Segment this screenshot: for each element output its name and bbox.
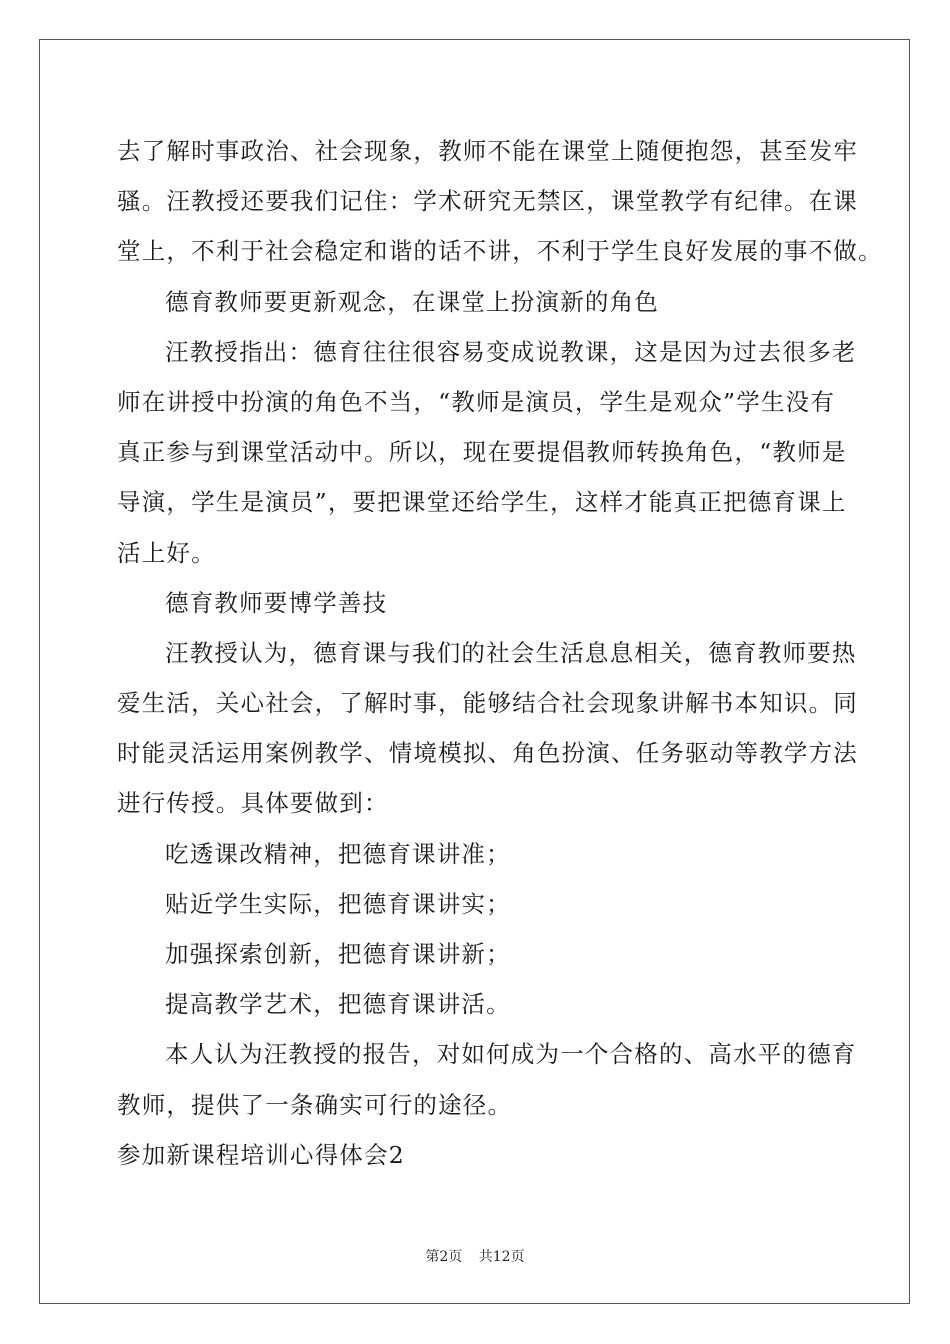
text-line: 德育教师要博学善技 — [165, 588, 388, 617]
text-line: 活上好。 — [117, 538, 216, 567]
document-body — [117, 126, 883, 1180]
text-line: 加强探索创新，把德育课讲新； — [165, 940, 511, 968]
text-line: 堂上，不利于社会稳定和谐的话不讲，不利于学生良好发展的事不做。 — [117, 237, 883, 266]
text-line: 本人认为汪教授的报告，对如何成为一个合格的、高水平的德育 — [165, 1040, 857, 1069]
text-line: 骚。汪教授还要我们记住：学术研究无禁区，课堂教学有纪律。在课 — [117, 187, 858, 216]
page-number: 第2页 — [425, 1249, 463, 1265]
text-line: 参加新课程培训心得体会2 — [117, 1140, 405, 1169]
text-line: 进行传授。具体要做到： — [117, 789, 389, 818]
text-line: 汪教授指出：德育往往很容易变成说教课，这是因为过去很多老 — [165, 337, 857, 366]
text-line: 汪教授认为，德育课与我们的社会生活息息相关，德育教师要热 — [165, 638, 857, 667]
text-line: 导演，学生是演员”，要把课堂还给学生，这样才能真正把德育课上 — [117, 488, 847, 517]
page-total: 共12页 — [478, 1249, 525, 1265]
text-line: 贴近学生实际，把德育课讲实； — [165, 889, 511, 918]
text-line: 吃透课改精神，把德育课讲准； — [165, 839, 511, 868]
text-line: 去了解时事政治、社会现象，教师不能在课堂上随便抱怨，甚至发牢 — [117, 137, 858, 165]
text-line: 提高教学艺术，把德育课讲活。 — [165, 990, 511, 1019]
page-footer — [0, 1246, 950, 1266]
text-line: 爱生活，关心社会，了解时事，能够结合社会现象讲解书本知识。同 — [117, 689, 858, 718]
text-line: 教师，提供了一条确实可行的途径。 — [117, 1090, 513, 1119]
text-line: 时能灵活运用案例教学、情境模拟、角色扮演、任务驱动等教学方法 — [117, 739, 858, 768]
text-line: 师在讲授中扮演的角色不当，“教师是演员，学生是观众”学生没有 — [117, 387, 836, 416]
text-line: 真正参与到课堂活动中。所以，现在要提倡教师转换角色，“教师是 — [117, 438, 847, 467]
text-line: 德育教师要更新观念，在课堂上扮演新的角色 — [165, 287, 659, 316]
